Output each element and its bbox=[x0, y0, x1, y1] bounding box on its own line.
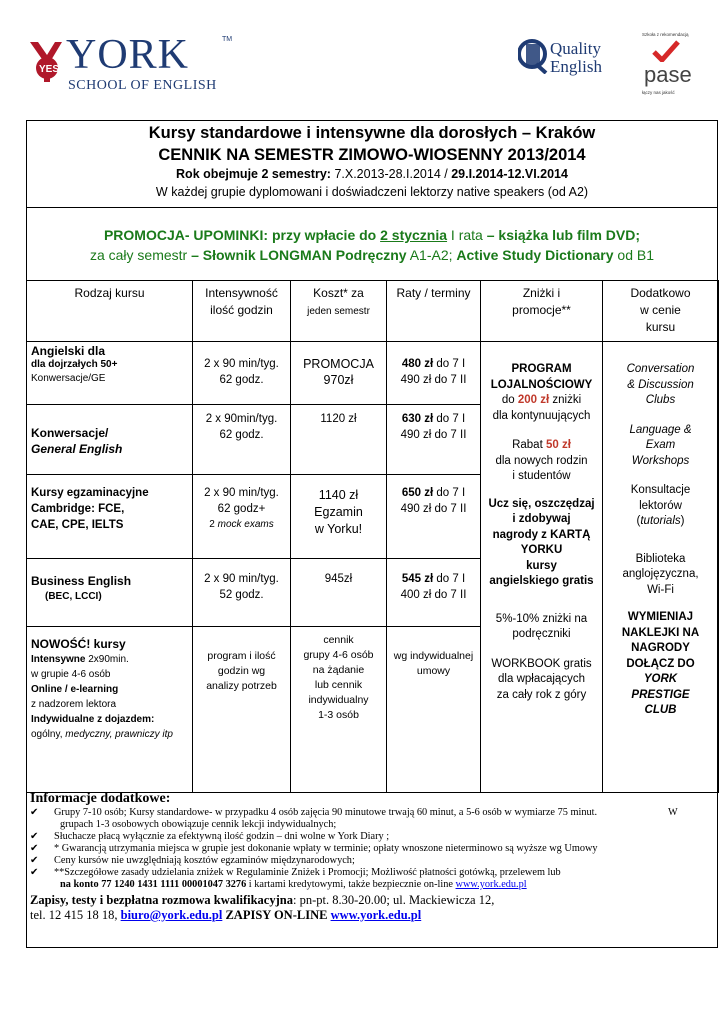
info-bullet: ✔ Słuchacze płacą wyłącznie za efektywną ilość godzin – dni wolne w York Diary ; bbox=[30, 831, 390, 842]
cost-cell: cennik grupy 4-6 osób na żądanie lub cennik indywidualny 1-3 osób bbox=[291, 627, 387, 793]
promo-p3: I rata bbox=[447, 227, 487, 243]
promo-p2: 2 stycznia bbox=[380, 227, 448, 243]
header-extras: Dodatkowo w cenie kursu bbox=[603, 281, 719, 342]
email-link[interactable]: biuro@york.edu.pl bbox=[120, 908, 223, 922]
promo-p1: PROMOCJA- UPOMINKI: przy wpłacie do bbox=[103, 227, 381, 243]
online-signup-link[interactable]: www.york.edu.pl bbox=[330, 908, 422, 922]
promo-p6: – Słownik LONGMAN Podręczny bbox=[191, 247, 407, 263]
lecturers-note: W każdej grupie dyplomowani i doświadczeni lektorzy native speakers (od A2) bbox=[155, 185, 589, 199]
york-yes-text: YES bbox=[39, 64, 60, 75]
check-icon: ✔ bbox=[30, 831, 39, 842]
cost-cell: 1140 zł Egzamin w Yorku! bbox=[291, 475, 387, 559]
pase-mark-icon bbox=[652, 40, 680, 62]
pase-top-text: Szkoła z rekomendacją bbox=[642, 32, 689, 37]
divider bbox=[26, 207, 718, 208]
info-bullet: ✔ **Szczegółowe zasady udzielania zniżek w Regulaminie Zniżek i Promocji; Możliwość płatności gotówką, przelewem lub bbox=[30, 867, 561, 878]
installments-cell: 480 zł do 7 I 490 zł do 7 II bbox=[387, 342, 481, 405]
quality-english-logo bbox=[518, 38, 618, 78]
info-title: Informacje dodatkowe: bbox=[30, 791, 171, 806]
promo-p5: za cały semestr bbox=[89, 247, 192, 263]
promo-p7: A1-A2; bbox=[406, 247, 457, 263]
info-bullet: ✔ * Gwarancją utrzymania miejsca w grupie jest dokonanie wpłaty w terminie; opłaty wnoszone nieterminowo są wyższe wg Umowy bbox=[30, 843, 598, 854]
promo-line-1 bbox=[26, 227, 718, 243]
course-name-cell: Kursy egzaminacyjne Cambridge: FCE, CAE, CPE, IELTS bbox=[27, 475, 193, 559]
promo-p8: Active Study Dictionary bbox=[456, 247, 614, 263]
table-header-row bbox=[27, 281, 719, 342]
installments-cell: wg indywidualnej umowy bbox=[387, 627, 481, 793]
york-subtitle: SCHOOL OF ENGLISH bbox=[68, 78, 217, 93]
price-table bbox=[26, 280, 719, 793]
extras-cell: Conversation & Discussion Clubs Language & Exam Workshops Konsultacje lektorów (tutorials) Biblioteka anglojęzyczna, Wi-Fi WYMIENIAJ NAKLEJKI NA NAGRODY DOŁĄCZ DO YORK PRESTIGE CLUB bbox=[603, 342, 719, 793]
york-tm: TM bbox=[222, 36, 233, 43]
course-name-cell: Business English (BEC, LCCI) bbox=[27, 559, 193, 627]
check-icon: ✔ bbox=[30, 867, 39, 878]
header-installments: Raty / terminy bbox=[387, 281, 481, 342]
info-bullet-continued: grupach 1-3 osobowych obowiązuje cennik lekcji indywidualnych; bbox=[60, 819, 337, 830]
promo-line-2 bbox=[26, 247, 718, 263]
pase-bottom-text: łączy nas jakość bbox=[642, 90, 675, 95]
course-name-cell: NOWOŚĆ! kursy Intensywne 2x90min. w grupie 4-6 osób Online / e-learning z nadzorem lektora Indywidualne z dojazdem: ogólny, medyczny, prawniczy itp bbox=[27, 627, 193, 793]
header-intensity: Intensywność ilość godzin bbox=[193, 281, 291, 342]
info-stray-w: W bbox=[668, 807, 678, 818]
contact-line-2: tel. 12 415 18 18, biuro@york.edu.pl ZAPISY ON-LINE www.york.edu.pl bbox=[30, 908, 422, 922]
course-name-cell: Angielski dla dla dojrzałych 50+ Konwersacje/GE bbox=[27, 342, 193, 405]
cost-cell: 945zł bbox=[291, 559, 387, 627]
discounts-cell: PROGRAM LOJALNOŚCIOWY do 200 zł zniżki dla kontynuujących Rabat 50 zł dla nowych rodzin i studentów Ucz się, oszczędzaj i zdobywaj nagrody z KARTĄ YORKU kursy angielskiego gratis 5%-10% zniżki na podręczniki WORKBOOK gratis dla wpłacających za cały rok z góry bbox=[481, 342, 603, 793]
term-label: Rok obejmuje 2 semestry: bbox=[176, 167, 335, 181]
pase-logo bbox=[636, 30, 716, 100]
cost-cell: 1120 zł bbox=[291, 405, 387, 475]
intensity-cell: 2 x 90 min/tyg. 62 godz. bbox=[193, 342, 291, 405]
info-bullet: ✔ Grupy 7-10 osób; Kursy standardowe- w przypadku 4 osób zajęcia 90 minutowe trwają 60 minut, a 5-6 osób w wymiarze 75 minut. W bbox=[30, 807, 678, 818]
term1: 7.X.2013-28.I.2014 bbox=[334, 167, 441, 181]
header-course-type: Rodzaj kursu bbox=[27, 281, 193, 342]
york-logo bbox=[26, 30, 233, 93]
header-cost: Koszt* za jeden semestr bbox=[291, 281, 387, 342]
additional-info bbox=[30, 791, 714, 923]
table-row bbox=[27, 342, 719, 405]
page-subtitle: CENNIK NA SEMESTR ZIMOWO-WIOSENNY 2013/2014 bbox=[158, 146, 586, 164]
cost-cell: PROMOCJA 970zł bbox=[291, 342, 387, 405]
check-icon: ✔ bbox=[30, 807, 39, 818]
check-icon: ✔ bbox=[30, 855, 39, 866]
installments-cell: 650 zł do 7 I 490 zł do 7 II bbox=[387, 475, 481, 559]
term-sep: / bbox=[440, 167, 452, 181]
course-name-cell: Konwersacje/ General English bbox=[27, 405, 193, 475]
promo-p9: od B1 bbox=[613, 247, 655, 263]
qe-line1: Quality bbox=[550, 39, 601, 58]
term2: 29.I.2014-12.VI.2014 bbox=[451, 167, 568, 181]
promo-p4: – książka lub film DVD; bbox=[486, 227, 641, 243]
installments-cell: 545 zł do 7 I 400 zł do 7 II bbox=[387, 559, 481, 627]
pase-word: pase bbox=[644, 62, 692, 87]
check-icon: ✔ bbox=[30, 843, 39, 854]
page-title: Kursy standardowe i intensywne dla dorosłych – Kraków bbox=[148, 124, 596, 142]
installments-cell: 630 zł do 7 I 490 zł do 7 II bbox=[387, 405, 481, 475]
info-bullet: ✔ Ceny kursów nie uwzględniają kosztów egzaminów międzynarodowych; bbox=[30, 855, 355, 866]
contact-line-1: Zapisy, testy i bezpłatna rozmowa kwalifikacyjna: pn-pt. 8.30-20.00; ul. Mackiewicza 12, bbox=[30, 893, 495, 907]
header-discounts: Zniżki i promocje** bbox=[481, 281, 603, 342]
intensity-cell: program i ilość godzin wg analizy potrzeb bbox=[193, 627, 291, 793]
intensity-cell: 2 x 90 min/tyg. 62 godz+ 2 mock exams bbox=[193, 475, 291, 559]
term-line bbox=[26, 167, 718, 181]
info-bullet-continued: na konto 77 1240 1431 1111 00001047 3276 i kartami kredytowymi, także bezpiecznie on-line www.york.edu.pl bbox=[60, 879, 527, 890]
york-emblem-icon bbox=[26, 38, 66, 86]
quality-english-q-icon bbox=[518, 38, 548, 74]
york-brand: YORK bbox=[66, 32, 190, 78]
intensity-cell: 2 x 90min/tyg. 62 godz. bbox=[193, 405, 291, 475]
intensity-cell: 2 x 90 min/tyg. 52 godz. bbox=[193, 559, 291, 627]
qe-line2: English bbox=[550, 57, 602, 76]
website-link[interactable]: www.york.edu.pl bbox=[455, 879, 527, 890]
